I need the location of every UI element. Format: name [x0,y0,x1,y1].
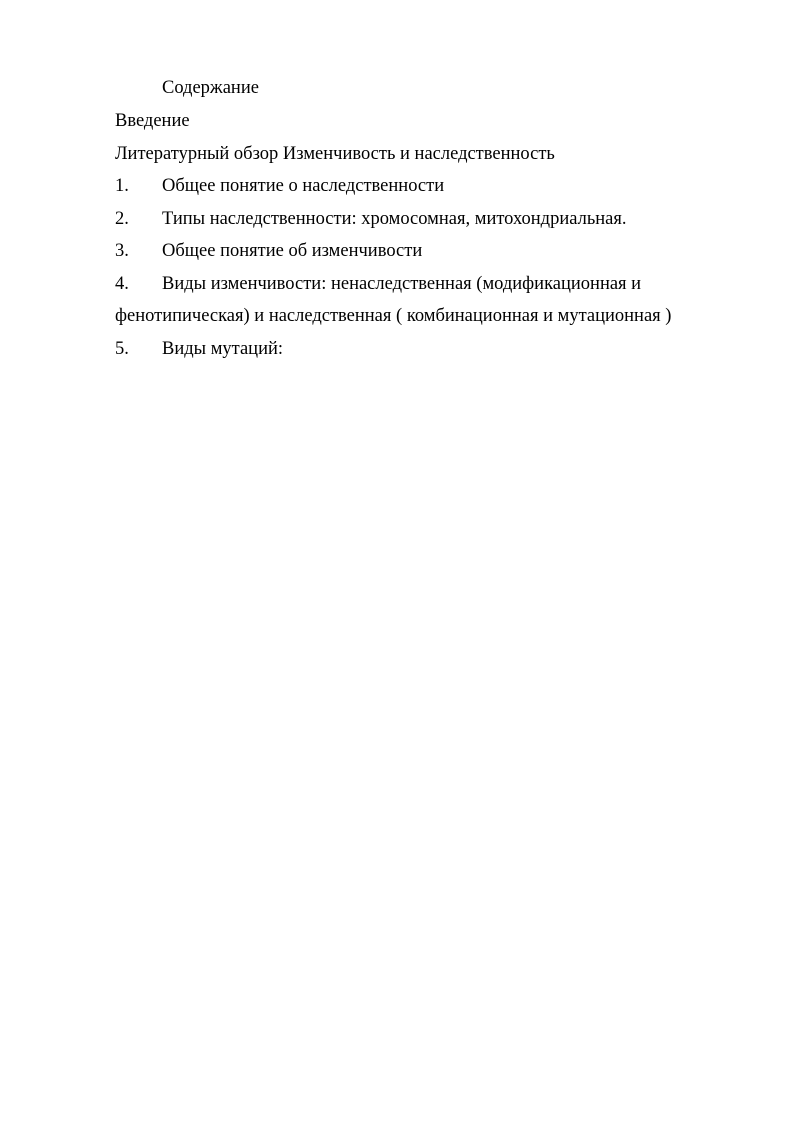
toc-title: Содержание [162,78,259,98]
toc-item-text: Виды мутаций: [162,339,284,359]
toc-item-number: 4. [115,274,129,294]
toc-item-text: Общее понятие о наследственности [162,176,445,196]
toc-item-text: Общее понятие об изменчивости [162,241,423,261]
toc-entry-literature-review: Литературный обзор Изменчивость и наследственность [115,144,555,164]
toc-entry-intro: Введение [115,111,190,131]
toc-item-number: 5. [115,339,129,359]
toc-item-continuation: фенотипическая) и наследственная ( комбинационная и мутационная ) [115,306,672,326]
toc-item-number: 1. [115,176,129,196]
toc-item-number: 2. [115,209,129,229]
toc-item-text: Виды изменчивости: ненаследственная (модификационная и [162,274,642,294]
toc-item-number: 3. [115,241,129,261]
toc-item-text: Типы наследственности: хромосомная, митохондриальная. [162,209,627,229]
